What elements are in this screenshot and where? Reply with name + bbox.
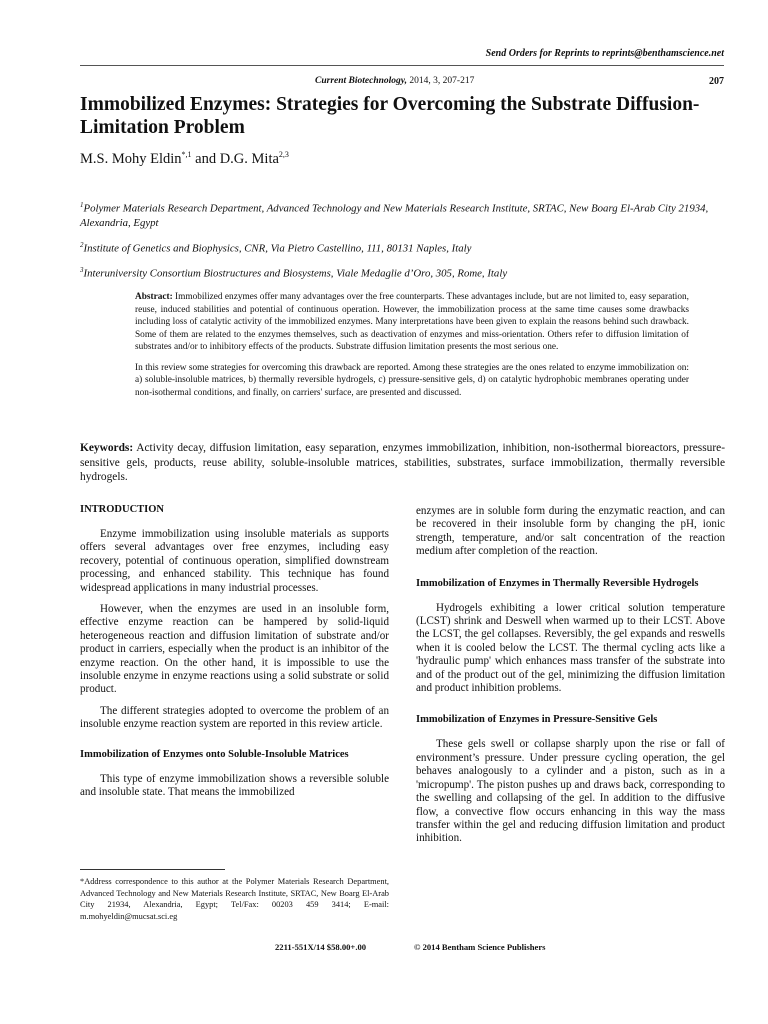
affiliation-text: Institute of Genetics and Biophysics, CNR, Via Pietro Castellino, 111, 80131 Naples, Italy xyxy=(83,242,472,255)
affiliation-marker: 3 xyxy=(80,266,84,275)
abstract-text: Immobilized enzymes offer many advantages over the free counterparts. These advantages include, but are not limited to, easy separation, reuse, induced stabilities and potential of continuous operation. However, the immobilization process at the same time causes some drawbacks including loss of catalytic activity of the immobilized enzymes. Many interpretations have been given to explain the reasons behind such drawback. Some of them are related to the enzymes themselves, such as deactivation of enzymes and miss-orientation. Others refer to diffusion limitation of substrates and/or to inhibitory effects of the products. Substrate diffusion limitation presents the most serious one. xyxy=(135,292,689,352)
abstract-paragraph: In this review some strategies for overcoming this drawback are reported. Among these strategies are the ones related to enzyme immobilization on: a) soluble-insoluble matrices, b) thermally reversible hydrogels, c) pressure-sensitive gels, d) on catalytic hydrophobic membranes operating under non-isothermal conditions, and finally, on carriers' surface, are presented and discussed. xyxy=(135,362,689,398)
author-list xyxy=(80,150,289,168)
author-joiner: and xyxy=(191,150,220,167)
abstract-label: Abstract: xyxy=(135,292,173,302)
body-paragraph: However, when the enzymes are used in an insoluble form, effective enzyme reaction can be hampered by solid-liquid heterogeneous reaction and diffusion limitation of substrate and/or product in carriers, especially when the product is an inhibitor of the enzyme reaction. On the other hand, it is impossible to use the insoluble enzyme in enzyme reactions using a solid substrate or solid product. xyxy=(80,603,389,696)
journal-issue: 2014, 3, 207-217 xyxy=(407,76,475,86)
journal-name: Current Biotechnology, xyxy=(315,76,408,86)
issn-price: 2211-551X/14 $58.00+.00 xyxy=(275,942,367,952)
footnote-rule xyxy=(80,869,225,870)
section-heading-soluble-insoluble: Immobilization of Enzymes onto Soluble-Insoluble Matrices xyxy=(80,748,349,760)
affiliation-text: Polymer Materials Research Department, Advanced Technology and New Materials Research Institute, SRTAC, New Boarg El-Arab City 21934, Alexandria, Egypt xyxy=(80,202,709,229)
body-paragraph: Hydrogels exhibiting a lower critical solution temperature (LCST) shrink and Deswell when warmed up to their LCST. Above the LCST, the gel collapses. Reversibly, the gel expands and reswells when it is cooled below the LCST. The thermal cycling acts like a 'hydraulic pump' which enhances mass transfer of the substrate into and of the product out of the gel, minimizing the diffusion limitation and product inhibition problems. xyxy=(416,601,725,695)
paper-title: Immobilized Enzymes: Strategies for Overcoming the Substrate Diffusion-Limitation Problem xyxy=(80,94,700,138)
author-name: D.G. Mita xyxy=(219,150,279,167)
section-heading-pressure-gels: Immobilization of Enzymes in Pressure-Sensitive Gels xyxy=(416,714,658,726)
author-name: M.S. Mohy Eldin xyxy=(80,150,182,167)
section-heading-introduction: INTRODUCTION xyxy=(80,504,165,515)
body-paragraph: The different strategies adopted to overcome the problem of an insoluble enzyme reaction system are reported in this review article. xyxy=(80,704,389,731)
keywords-label: Keywords: xyxy=(80,442,134,454)
reprints-notice: Send Orders for Reprints to reprints@benthamscience.net xyxy=(485,48,724,59)
abstract xyxy=(135,291,689,407)
page-number: 207 xyxy=(709,76,724,87)
keywords xyxy=(80,441,725,485)
affiliation xyxy=(80,263,725,281)
affiliation-text: Interuniversity Consortium Biostructures and Biosystems, Viale Medaglie d’Oro, 305, Rome, Italy xyxy=(83,267,508,280)
abstract-paragraph xyxy=(135,291,689,354)
right-column xyxy=(416,505,725,854)
left-column xyxy=(80,503,389,808)
keywords-text: Activity decay, diffusion limitation, easy separation, enzymes immobilization, inhibition, non-isothermal bioreactors, pressure-sensitive gels, products, reuse ability, soluble-insoluble matrices, stabilities, substrates, surface immobilization, thermally reversible hydrogels. xyxy=(80,442,725,483)
affiliation xyxy=(80,238,725,256)
body-paragraph: This type of enzyme immobilization shows a reversible soluble and insoluble state. That means the immobilized xyxy=(80,772,389,799)
header-rule xyxy=(80,65,724,66)
affiliation xyxy=(80,198,725,230)
correspondence-footnote: *Address correspondence to this author at the Polymer Materials Research Department, Advanced Technology and New Materials Research Institute, SRTAC, New Boarg El-Arab City 21934, Alexandria, Egypt; Tel/Fax: 00203 459 3414; E-mail: m.mohyeldin@mucsat.sci.eg xyxy=(80,877,389,921)
affiliations xyxy=(80,198,725,289)
journal-citation xyxy=(315,76,474,86)
author-affil-marker: 2,3 xyxy=(278,150,289,159)
body-paragraph: enzymes are in soluble form during the enzymatic reaction, and can be recovered in their insoluble form by changing the pH, ionic strength, temperature, and/or salt concentration of the reaction medium after completion of the reaction. xyxy=(416,505,725,558)
copyright: © 2014 Bentham Science Publishers xyxy=(414,942,546,952)
body-paragraph: These gels swell or collapse sharply upon the rise or fall of environment’s pressure. Under pressure cycling operation, the gel behaves analogously to a cylinder and a piston, such as in a 'micropump'. The piston pushes up and draws back, corresponding to the swelling and collapsing of the gel. In addition to the diffusive flow, a convective flow occurs enhancing in this way the mass transfer within the gel and reducing diffusion limitation and product inhibition. xyxy=(416,738,725,845)
body-paragraph: Enzyme immobilization using insoluble materials as supports offers several advantages over free enzymes, including easy recovery, potential of continuous operation, simplified downstream processing, and enhanced stability. This technique has found widespread applications in many industrial processes. xyxy=(80,528,389,594)
affiliation-marker: 2 xyxy=(80,240,84,249)
author-affil-marker: *,1 xyxy=(181,150,192,159)
section-heading-thermal-hydrogels: Immobilization of Enzymes in Thermally Reversible Hydrogels xyxy=(416,577,699,589)
affiliation-marker: 1 xyxy=(80,201,84,209)
